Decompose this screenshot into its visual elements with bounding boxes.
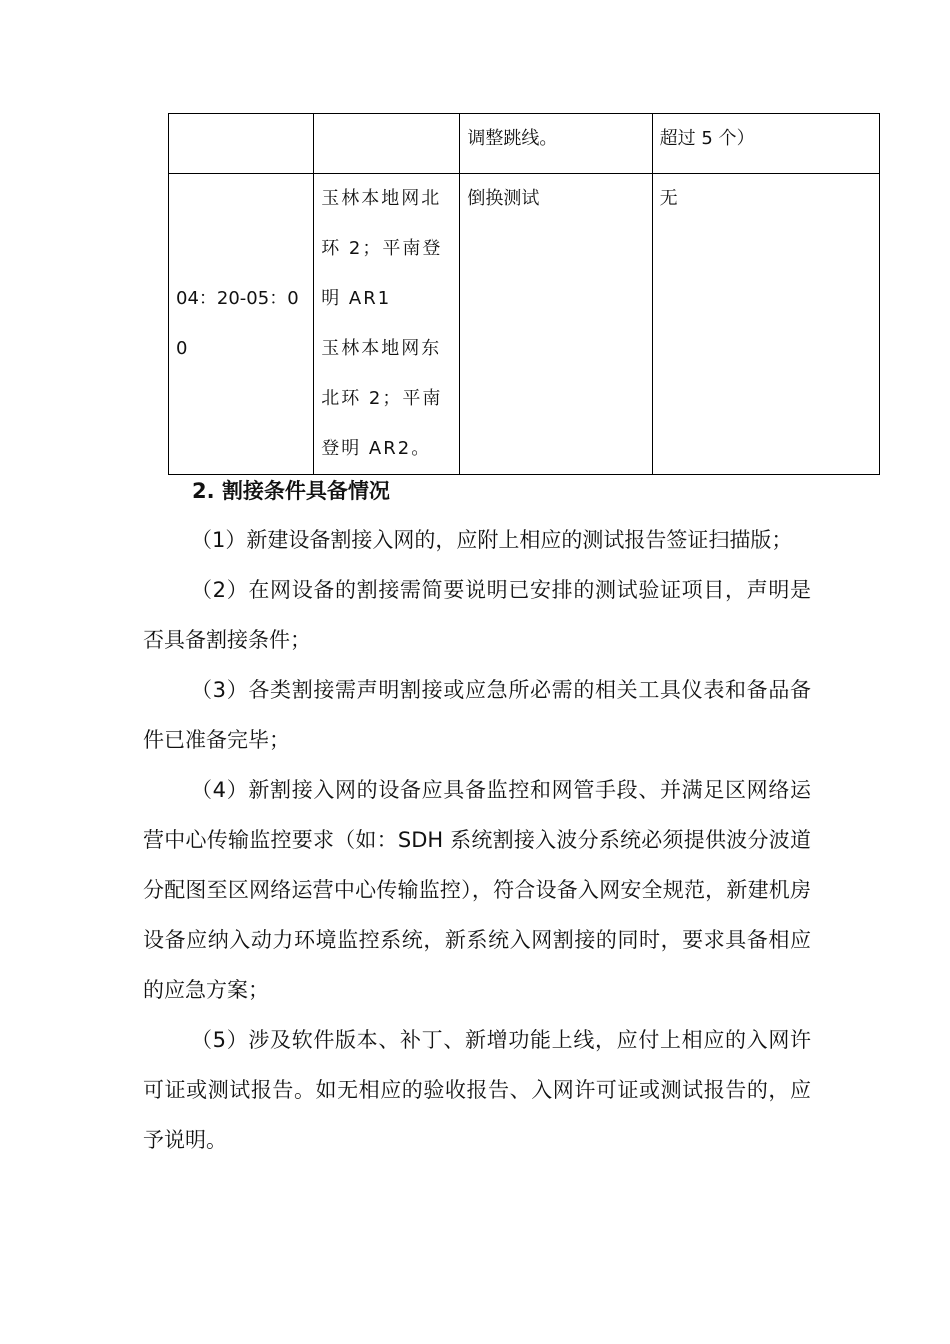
- table-cell-impact: 无: [652, 174, 879, 475]
- table-cell-objects: [314, 114, 460, 174]
- paragraph: （4）新割接入网的设备应具备监控和网管手段、并满足区网络运营中心传输监控要求（如：SDH 系统割接入波分系统必须提供波分波道分配图至区网络运营中心传输监控），符合设备入网安全规范，新建机房设备应纳入动力环境监控系统，新系统入网割接的同时，要求具备相应的应急方案；: [143, 778, 811, 1002]
- table-row: [169, 114, 880, 174]
- table-cell-objects: [314, 174, 460, 475]
- cutover-plan-table: [168, 113, 880, 475]
- paragraph: （3）各类割接需声明割接或应急所必需的相关工具仪表和备品备件已准备完毕；: [143, 678, 811, 752]
- table-cell-content: 调整跳线。: [460, 114, 652, 174]
- paragraph: （1）新建设备割接入网的，应附上相应的测试报告签证扫描版；: [191, 528, 793, 552]
- section-heading: 2. 割接条件具备情况: [192, 479, 390, 503]
- paragraph: （5）涉及软件版本、补丁、新增功能上线，应付上相应的入网许可证或测试报告。如无相应的验收报告、入网许可证或测试报告的，应予说明。: [143, 1028, 811, 1152]
- cell-line: 玉林本地网北环 2；平南登明 AR1: [321, 188, 443, 309]
- table-cell-time: 04：20-05：00: [169, 174, 314, 475]
- section-body: [143, 515, 811, 1165]
- table-cell-time: [169, 114, 314, 174]
- table-cell-content: 倒换测试: [460, 174, 652, 475]
- table-row: [169, 174, 880, 475]
- paragraph: （2）在网设备的割接需简要说明已安排的测试验证项目，声明是否具备割接条件；: [143, 578, 811, 652]
- cell-line: 玉林本地网东北环 2；平南登明 AR2。: [321, 338, 443, 459]
- table-cell-impact: 超过 5 个）: [652, 114, 879, 174]
